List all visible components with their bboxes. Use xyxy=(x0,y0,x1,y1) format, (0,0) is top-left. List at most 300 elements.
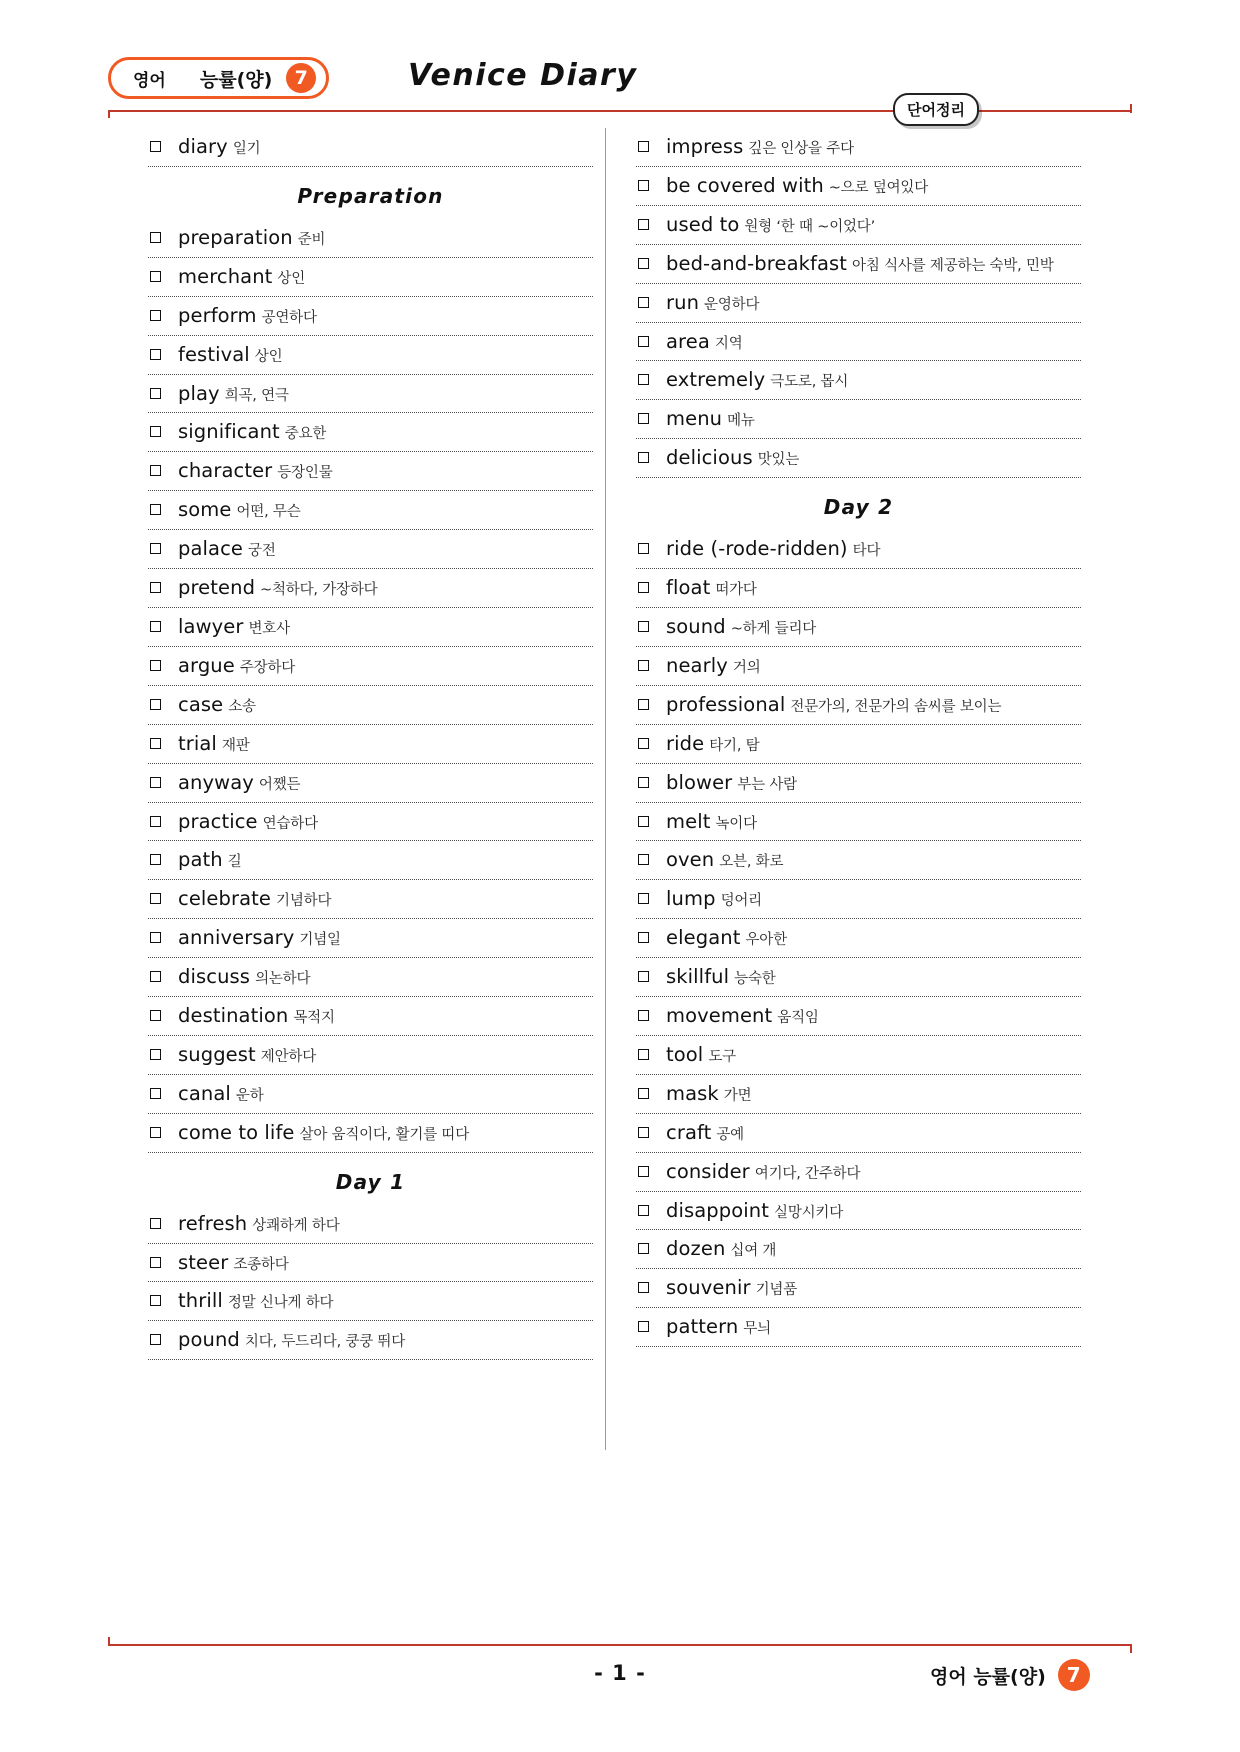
vocabulary-text xyxy=(666,329,1081,356)
korean-meaning: 궁전 xyxy=(248,543,276,560)
english-word: tool xyxy=(666,1042,704,1066)
vocabulary-text xyxy=(666,886,1081,913)
vocabulary-text xyxy=(178,731,593,758)
vocabulary-row[interactable] xyxy=(636,530,1081,569)
korean-meaning: 거의 xyxy=(732,659,761,676)
korean-meaning: 떠가다 xyxy=(715,582,757,599)
vocabulary-text xyxy=(666,731,1081,758)
vocabulary-row[interactable] xyxy=(148,1036,593,1075)
vocabulary-row[interactable] xyxy=(636,167,1081,206)
checkbox-icon[interactable] xyxy=(150,388,161,399)
vocabulary-row[interactable] xyxy=(148,841,593,880)
english-word: canal xyxy=(178,1081,231,1105)
english-word: character xyxy=(178,459,273,483)
english-word: anyway xyxy=(178,770,254,794)
checkbox-icon[interactable] xyxy=(638,1049,649,1060)
checkbox-icon[interactable] xyxy=(638,1321,649,1332)
vocabulary-text xyxy=(666,367,1081,394)
vocabulary-text xyxy=(178,1003,593,1030)
lesson-number-badge: 7 xyxy=(286,63,316,93)
vocabulary-text xyxy=(666,1003,1081,1030)
vocabulary-row[interactable] xyxy=(636,128,1081,167)
english-word: impress xyxy=(666,135,744,158)
vocabulary-text xyxy=(178,225,593,252)
vocabulary-row[interactable] xyxy=(148,958,593,997)
korean-meaning: 소송 xyxy=(228,698,256,715)
english-word: oven xyxy=(666,848,715,872)
korean-meaning: 십여 개 xyxy=(730,1243,777,1260)
checkbox-icon[interactable] xyxy=(638,452,649,463)
korean-meaning: 녹이다 xyxy=(715,815,757,832)
korean-meaning: 조종하다 xyxy=(233,1256,289,1273)
vocabulary-row[interactable] xyxy=(636,1036,1081,1075)
vocabulary-text xyxy=(666,1159,1081,1186)
checkbox-icon[interactable] xyxy=(638,180,649,191)
vocabulary-text xyxy=(666,847,1081,874)
vocabulary-text xyxy=(178,381,593,408)
english-word: delicious xyxy=(666,446,753,470)
korean-meaning: 어쨌든 xyxy=(258,776,301,793)
checkbox-icon[interactable] xyxy=(638,893,649,904)
vocabulary-row[interactable] xyxy=(148,725,593,764)
footer-divider-rule xyxy=(108,1644,1132,1646)
vocabulary-column-right xyxy=(636,128,1081,1347)
english-word: menu xyxy=(666,407,723,431)
vocabulary-row[interactable] xyxy=(636,686,1081,725)
english-word: used to xyxy=(666,212,740,236)
vocabulary-text xyxy=(178,1042,593,1069)
korean-meaning: ~으로 덮여있다 xyxy=(828,179,928,196)
vocabulary-row[interactable] xyxy=(636,1075,1081,1114)
vocabulary-row[interactable] xyxy=(636,323,1081,362)
english-word: movement xyxy=(666,1004,773,1028)
vocabulary-row[interactable] xyxy=(148,880,593,919)
korean-meaning: 능숙한 xyxy=(734,971,776,988)
vocabulary-row[interactable] xyxy=(148,686,593,725)
vocabulary-text xyxy=(178,1211,593,1238)
vocabulary-row[interactable] xyxy=(636,439,1081,478)
english-word: steer xyxy=(178,1250,229,1274)
vocabulary-row[interactable] xyxy=(148,336,593,375)
korean-meaning: 기념하다 xyxy=(276,893,332,910)
english-word: elegant xyxy=(666,926,741,950)
footer-brand xyxy=(930,1659,1090,1691)
korean-meaning: 재판 xyxy=(221,737,250,754)
korean-meaning: 타다 xyxy=(852,543,881,560)
vocabulary-text xyxy=(666,809,1081,836)
checkbox-icon[interactable] xyxy=(638,413,649,424)
checkbox-icon[interactable] xyxy=(150,816,161,827)
english-word: dozen xyxy=(666,1237,726,1261)
vocabulary-row[interactable] xyxy=(148,919,593,958)
korean-meaning: 의논하다 xyxy=(255,971,311,988)
checkbox-icon[interactable] xyxy=(150,854,161,865)
korean-meaning: 중요한 xyxy=(284,426,327,443)
checkbox-icon[interactable] xyxy=(150,543,161,554)
korean-meaning: 변호사 xyxy=(248,620,290,637)
korean-meaning: 가면 xyxy=(723,1087,752,1104)
checkbox-icon[interactable] xyxy=(150,660,161,671)
vocabulary-text xyxy=(666,575,1081,602)
korean-meaning: 상인 xyxy=(254,348,283,365)
checkbox-icon[interactable] xyxy=(150,777,161,788)
english-word: craft xyxy=(666,1120,712,1144)
vocabulary-text xyxy=(178,1120,593,1147)
korean-meaning: 지역 xyxy=(714,335,743,352)
vocabulary-row[interactable] xyxy=(636,361,1081,400)
checkbox-icon[interactable] xyxy=(150,1218,161,1229)
vocabulary-column-left xyxy=(148,128,593,1360)
vocabulary-row[interactable] xyxy=(636,880,1081,919)
checkbox-icon[interactable] xyxy=(638,543,649,554)
checkbox-icon[interactable] xyxy=(150,1010,161,1021)
checkbox-icon[interactable] xyxy=(638,932,649,943)
english-word: thrill xyxy=(178,1289,223,1313)
vocabulary-text xyxy=(178,1081,593,1108)
vocabulary-row[interactable] xyxy=(148,569,593,608)
korean-meaning: 주장하다 xyxy=(239,659,296,676)
checkbox-icon[interactable] xyxy=(150,582,161,593)
korean-meaning: 치다, 두드리다, 쿵쿵 뛰다 xyxy=(244,1334,406,1351)
vocabulary-text xyxy=(178,575,593,602)
footer-lesson-number-badge: 7 xyxy=(1058,1659,1090,1691)
english-word: preparation xyxy=(178,225,293,249)
vocabulary-row[interactable] xyxy=(148,413,593,452)
checkbox-icon[interactable] xyxy=(638,374,649,385)
checkbox-icon[interactable] xyxy=(638,660,649,671)
korean-meaning: 공연하다 xyxy=(261,309,317,326)
english-word: anniversary xyxy=(178,926,295,950)
vocabulary-row[interactable] xyxy=(636,764,1081,803)
vocabulary-row[interactable] xyxy=(148,997,593,1036)
korean-meaning: 부는 사람 xyxy=(737,776,797,793)
vocabulary-text xyxy=(666,1120,1081,1147)
english-word: extremely xyxy=(666,368,766,392)
english-word: pattern xyxy=(666,1315,739,1339)
vocabulary-row[interactable] xyxy=(148,219,593,258)
vocabulary-row[interactable] xyxy=(636,1269,1081,1308)
korean-meaning: 여기다, 간주하다 xyxy=(754,1165,861,1182)
vocabulary-text xyxy=(178,134,593,161)
korean-meaning: 극도로, 몹시 xyxy=(770,374,849,391)
english-word: trial xyxy=(178,731,217,755)
english-word: lump xyxy=(666,887,716,911)
vocabulary-text xyxy=(666,290,1081,317)
korean-meaning: 길 xyxy=(227,854,242,871)
vocabulary-text xyxy=(178,1327,593,1354)
footer-rule-right-cap xyxy=(1130,1644,1132,1653)
vocabulary-row[interactable] xyxy=(148,1205,593,1244)
korean-meaning: 실망시키다 xyxy=(774,1204,844,1221)
english-word: professional xyxy=(666,692,786,716)
vocabulary-text xyxy=(666,251,1081,278)
english-word: argue xyxy=(178,653,235,677)
korean-meaning: 살아 움직이다, 활기를 띠다 xyxy=(299,1126,470,1143)
english-word: skillful xyxy=(666,965,730,989)
textbook-label: 능률(양) xyxy=(199,68,273,91)
english-word: run xyxy=(666,290,700,314)
vocabulary-row[interactable] xyxy=(148,375,593,414)
checkbox-icon[interactable] xyxy=(150,1049,161,1060)
page-number: - 1 - xyxy=(594,1661,646,1685)
korean-meaning: 등장인물 xyxy=(277,465,333,482)
korean-meaning: 전문가의, 전문가의 솜씨를 보이는 xyxy=(790,698,1002,715)
vocabulary-columns xyxy=(108,128,1132,1458)
checkbox-icon[interactable] xyxy=(638,258,649,269)
vocabulary-row[interactable] xyxy=(148,1244,593,1283)
vocabulary-row[interactable] xyxy=(636,997,1081,1036)
korean-meaning: 준비 xyxy=(297,231,326,248)
vocabulary-text xyxy=(666,1236,1081,1263)
vocabulary-row[interactable] xyxy=(148,1114,593,1153)
vocabulary-row[interactable] xyxy=(636,1230,1081,1269)
vocabulary-row[interactable] xyxy=(636,1308,1081,1347)
korean-meaning: 운영하다 xyxy=(704,296,760,313)
checkbox-icon[interactable] xyxy=(150,349,161,360)
checkbox-icon[interactable] xyxy=(150,621,161,632)
checkbox-icon[interactable] xyxy=(638,1010,649,1021)
vocabulary-row[interactable] xyxy=(636,841,1081,880)
checkbox-icon[interactable] xyxy=(638,699,649,710)
english-word: area xyxy=(666,329,710,353)
korean-meaning: 운하 xyxy=(235,1087,264,1104)
checkbox-icon[interactable] xyxy=(150,1127,161,1138)
english-word: sound xyxy=(666,614,726,638)
checkbox-icon[interactable] xyxy=(150,141,161,152)
vocabulary-text xyxy=(178,653,593,680)
checkbox-icon[interactable] xyxy=(150,232,161,243)
vocabulary-row[interactable] xyxy=(636,1153,1081,1192)
vocabulary-text xyxy=(666,1314,1081,1341)
checkbox-icon[interactable] xyxy=(638,297,649,308)
korean-meaning: 움직임 xyxy=(777,1010,819,1027)
vocabulary-text xyxy=(178,458,593,485)
vocabulary-row[interactable] xyxy=(636,1114,1081,1153)
checkbox-icon[interactable] xyxy=(638,1243,649,1254)
vocabulary-row[interactable] xyxy=(636,1192,1081,1231)
vocabulary-text xyxy=(666,445,1081,472)
vocabulary-row[interactable] xyxy=(148,297,593,336)
vocabulary-row[interactable] xyxy=(636,245,1081,284)
vocabulary-text xyxy=(666,134,1081,161)
vocabulary-text xyxy=(666,1081,1081,1108)
checkbox-icon[interactable] xyxy=(638,582,649,593)
vocabulary-text xyxy=(178,264,593,291)
vocabulary-text xyxy=(178,886,593,913)
section-heading: Preparation xyxy=(297,183,444,208)
subject-label: 영어 xyxy=(133,70,166,91)
english-word: perform xyxy=(178,303,257,327)
vocabulary-row[interactable] xyxy=(636,569,1081,608)
korean-meaning: 오븐, 화로 xyxy=(719,854,784,871)
checkbox-icon[interactable] xyxy=(150,1257,161,1268)
korean-meaning: 타기, 탐 xyxy=(709,737,760,754)
korean-meaning: 메뉴 xyxy=(727,413,755,430)
checkbox-icon[interactable] xyxy=(150,971,161,982)
vocabulary-row[interactable] xyxy=(636,206,1081,245)
korean-meaning: 우아한 xyxy=(745,932,787,949)
checkbox-icon[interactable] xyxy=(150,310,161,321)
vocabulary-row[interactable] xyxy=(148,1075,593,1114)
vocabulary-row[interactable] xyxy=(636,647,1081,686)
vocabulary-text xyxy=(178,536,593,563)
korean-meaning: ~하게 들리다 xyxy=(730,620,817,637)
checkbox-icon[interactable] xyxy=(638,816,649,827)
vocabulary-row[interactable] xyxy=(148,608,593,647)
footer-brand-label: 영어 능률(양) xyxy=(930,1665,1046,1688)
checkbox-icon[interactable] xyxy=(638,738,649,749)
vocabulary-text xyxy=(178,342,593,369)
checkbox-icon[interactable] xyxy=(638,854,649,865)
vocabulary-row[interactable] xyxy=(148,764,593,803)
vocabulary-text xyxy=(178,1288,593,1315)
english-word: come to life xyxy=(178,1120,295,1144)
english-word: significant xyxy=(178,420,280,444)
vocabulary-row[interactable] xyxy=(636,608,1081,647)
vocabulary-row[interactable] xyxy=(148,530,593,569)
english-word: some xyxy=(178,498,232,522)
checkbox-icon[interactable] xyxy=(150,1088,161,1099)
korean-meaning: 공예 xyxy=(716,1126,744,1143)
vocabulary-text xyxy=(666,212,1081,239)
vocabulary-row[interactable] xyxy=(148,1321,593,1360)
english-word: bed-and-breakfast xyxy=(666,251,848,275)
checkbox-icon[interactable] xyxy=(150,1295,161,1306)
korean-meaning: 상쾌하게 하다 xyxy=(252,1217,340,1234)
checkbox-icon[interactable] xyxy=(150,465,161,476)
english-word: discuss xyxy=(178,965,251,989)
vocabulary-text xyxy=(178,925,593,952)
vocabulary-row[interactable] xyxy=(148,1282,593,1321)
english-word: lawyer xyxy=(178,614,244,638)
vocabulary-row[interactable] xyxy=(148,128,593,167)
english-word: nearly xyxy=(666,653,728,677)
korean-meaning: 도구 xyxy=(708,1048,736,1065)
vocabulary-text xyxy=(666,1275,1081,1302)
korean-meaning: 목적지 xyxy=(293,1010,335,1027)
vocabulary-text xyxy=(666,614,1081,641)
korean-meaning: 상인 xyxy=(277,270,306,287)
vocabulary-row[interactable] xyxy=(148,803,593,842)
korean-meaning: 정말 신나게 하다 xyxy=(227,1295,334,1312)
vocabulary-row[interactable] xyxy=(636,725,1081,764)
korean-meaning: 기념품 xyxy=(755,1282,798,1299)
checkbox-icon[interactable] xyxy=(150,893,161,904)
korean-meaning: 깊은 인상을 주다 xyxy=(748,141,854,157)
status-badge: 단어정리 xyxy=(893,93,979,126)
lesson-tag-pill xyxy=(108,57,329,99)
checkbox-icon[interactable] xyxy=(150,426,161,437)
english-word: blower xyxy=(666,770,733,794)
vocabulary-row[interactable] xyxy=(636,958,1081,997)
vocabulary-row[interactable] xyxy=(636,284,1081,323)
english-word: be covered with xyxy=(666,173,824,197)
checkbox-icon[interactable] xyxy=(150,504,161,515)
vocabulary-row[interactable] xyxy=(636,919,1081,958)
korean-meaning: 연습하다 xyxy=(262,815,318,832)
vocabulary-text xyxy=(666,692,1081,719)
english-word: diary xyxy=(178,135,228,158)
checkbox-icon[interactable] xyxy=(638,1282,649,1293)
vocabulary-text xyxy=(666,536,1081,563)
checkbox-icon[interactable] xyxy=(638,971,649,982)
checkbox-icon[interactable] xyxy=(150,738,161,749)
checkbox-icon[interactable] xyxy=(638,219,649,230)
checkbox-icon[interactable] xyxy=(638,336,649,347)
checkbox-icon[interactable] xyxy=(150,699,161,710)
vocabulary-text xyxy=(178,419,593,446)
english-word: float xyxy=(666,576,711,600)
checkbox-icon[interactable] xyxy=(638,1088,649,1099)
english-word: disappoint xyxy=(666,1198,770,1222)
checkbox-icon[interactable] xyxy=(638,621,649,632)
english-word: souvenir xyxy=(666,1276,751,1300)
vocabulary-text xyxy=(178,847,593,874)
checkbox-icon[interactable] xyxy=(150,932,161,943)
korean-meaning: 원형 ‘한 때 ~이었다’ xyxy=(744,218,876,235)
vocabulary-text xyxy=(178,614,593,641)
vocabulary-row[interactable] xyxy=(636,400,1081,439)
vocabulary-text xyxy=(666,925,1081,952)
vocabulary-row[interactable] xyxy=(148,258,593,297)
column-divider xyxy=(605,128,606,1450)
vocabulary-row[interactable] xyxy=(636,803,1081,842)
vocabulary-text xyxy=(666,406,1081,433)
checkbox-icon[interactable] xyxy=(638,777,649,788)
korean-meaning: 희곡, 연극 xyxy=(224,387,289,404)
korean-meaning: 기념일 xyxy=(299,932,341,949)
korean-meaning: ~척하다, 가장하다 xyxy=(260,582,378,599)
vocabulary-row[interactable] xyxy=(148,491,593,530)
english-word: refresh xyxy=(178,1211,248,1235)
checkbox-icon[interactable] xyxy=(638,1127,649,1138)
vocabulary-text xyxy=(666,1198,1081,1225)
checkbox-icon[interactable] xyxy=(638,1166,649,1177)
vocabulary-text xyxy=(178,964,593,991)
vocabulary-text xyxy=(178,809,593,836)
english-word: mask xyxy=(666,1081,719,1105)
section-heading: Day 2 xyxy=(823,495,894,520)
english-word: pound xyxy=(178,1328,240,1352)
vocabulary-text xyxy=(666,964,1081,991)
section-heading: Day 1 xyxy=(335,1169,406,1194)
english-word: ride xyxy=(666,731,705,755)
checkbox-icon[interactable] xyxy=(150,271,161,282)
header-rule-right-cap xyxy=(1130,104,1132,113)
vocabulary-text xyxy=(178,1250,593,1277)
checkbox-icon[interactable] xyxy=(150,1334,161,1345)
vocabulary-text xyxy=(178,303,593,330)
english-word: practice xyxy=(178,809,258,833)
checkbox-icon[interactable] xyxy=(638,141,649,152)
english-word: play xyxy=(178,381,220,405)
vocabulary-text xyxy=(666,653,1081,680)
korean-meaning: 덩어리 xyxy=(720,893,762,910)
korean-meaning: 어떤, 무슨 xyxy=(236,504,301,521)
english-word: case xyxy=(178,692,224,716)
vocabulary-text xyxy=(666,1042,1081,1069)
checkbox-icon[interactable] xyxy=(638,1205,649,1216)
vocabulary-text xyxy=(178,497,593,524)
english-word: path xyxy=(178,848,223,872)
english-word: festival xyxy=(178,342,250,366)
vocabulary-row[interactable] xyxy=(148,647,593,686)
english-word: consider xyxy=(666,1159,750,1183)
vocabulary-row[interactable] xyxy=(148,452,593,491)
vocabulary-text xyxy=(666,770,1081,797)
english-word: palace xyxy=(178,537,244,561)
page-title: Venice Diary xyxy=(408,58,638,93)
